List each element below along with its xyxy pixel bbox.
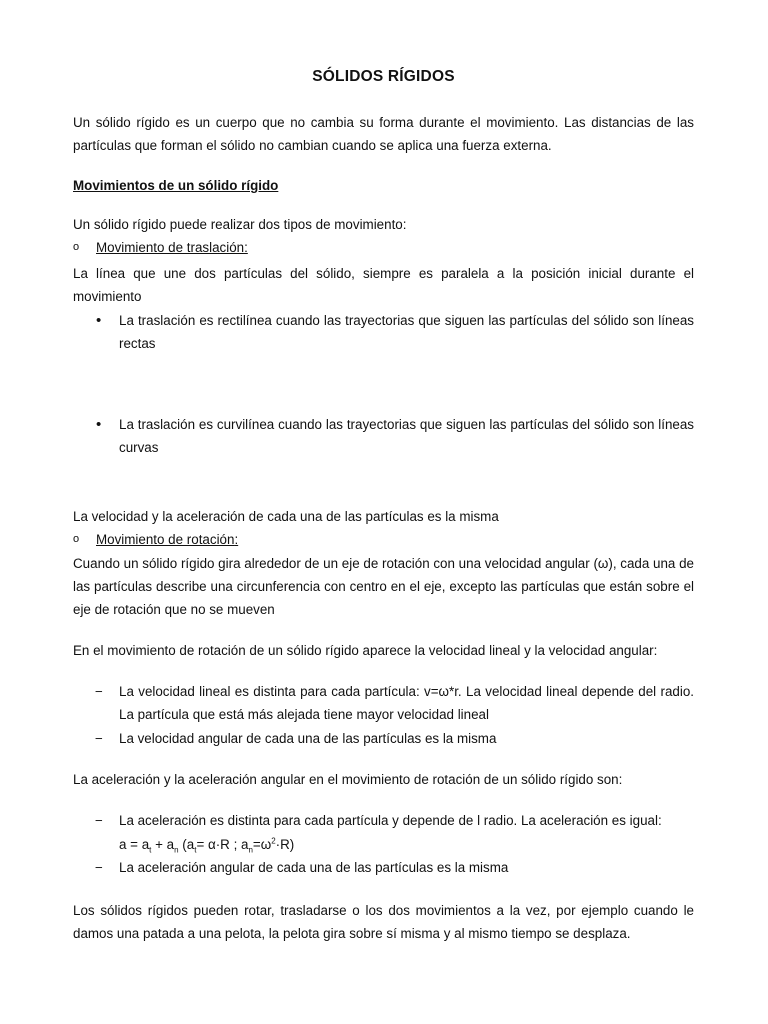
formula-subscript: n — [174, 845, 179, 855]
dash-marker: − — [95, 860, 103, 875]
translation-description: La línea que une dos partículas del sólido, siempre es paralela a la posición inicial durante el movimiento — [73, 266, 694, 304]
bullet-marker: • — [96, 416, 102, 433]
formula-part: =ω — [252, 837, 272, 852]
formula-part: ·R) — [275, 837, 295, 852]
intro-paragraph: Un sólido rígido es un cuerpo que no cambia su forma durante el movimiento. Las distancias de las partículas que forman el sólido no cambian cuando se aplica una fuerza externa. — [73, 115, 694, 153]
bullet-text: La traslación es rectilínea cuando las trayectorias que siguen las partículas del sólido son líneas rectas — [119, 313, 694, 351]
formula-superscript: 2 — [271, 836, 276, 846]
document-title: SÓLIDOS RÍGIDOS — [312, 68, 455, 85]
dash-text: La aceleración es distinta para cada partícula y depende de l radio. La aceleración es igual: — [119, 813, 662, 828]
formula-part: (a — [178, 837, 195, 852]
dash-marker: − — [95, 731, 103, 746]
formula-subscript: n — [248, 845, 253, 855]
dash-text: La aceleración angular de cada una de las partículas es la misma — [119, 860, 509, 875]
circle-marker: o — [73, 241, 80, 253]
rotation-label-wrap — [96, 528, 238, 551]
dash-text: La velocidad angular de cada una de las partículas es la misma — [119, 731, 497, 746]
formula-part: = α·R ; a — [196, 837, 249, 852]
translation-velocity-note: La velocidad y la aceleración de cada una de las partículas es la misma — [73, 509, 499, 524]
rotation-label: Movimiento de rotación — [96, 532, 235, 547]
rotation-velocity-intro: En el movimiento de rotación de un sólido rígido aparece la velocidad lineal y la velocidad angular: — [73, 643, 658, 658]
formula-subscript: t — [149, 845, 152, 855]
conclusion-paragraph: Los sólidos rígidos pueden rotar, trasladarse o los dos movimientos a la vez, por ejemplo cuando le damos una patada a una pelota, la pelota gira sobre sí misma y al mismo tiempo se desplaza. — [73, 903, 694, 941]
bullet-text: La traslación es curvilínea cuando las trayectorias que siguen las partículas del sólido son líneas curvas — [119, 417, 694, 455]
dash-marker: − — [95, 813, 103, 828]
formula-part: + a — [151, 837, 175, 852]
dash-text: La velocidad lineal es distinta para cada partícula: v=ω*r. La velocidad lineal depende del radio. La partícula que está más alejada tiene mayor velocidad lineal — [119, 684, 694, 722]
formula-part: a = a — [119, 837, 150, 852]
translation-label: Movimiento de traslación: — [96, 240, 248, 255]
rotation-description: Cuando un sólido rígido gira alrededor de un eje de rotación con una velocidad angular (ω), cada una de las partículas describe una circunferencia con centro en el eje, excepto las partículas que están sobre el eje de rotación que no se mueven — [73, 556, 694, 617]
acceleration-formula — [119, 833, 694, 856]
section-heading: Movimientos de un sólido rígido — [73, 178, 279, 193]
bullet-marker: • — [96, 312, 102, 329]
circle-marker: o — [73, 533, 80, 545]
acceleration-intro: La aceleración y la aceleración angular en el movimiento de rotación de un sólido rígido son: — [73, 772, 623, 787]
dash-marker: − — [95, 684, 103, 699]
formula-subscript: t — [194, 845, 197, 855]
types-intro: Un sólido rígido puede realizar dos tipos de movimiento: — [73, 217, 407, 232]
rotation-label-colon: : — [234, 532, 239, 547]
